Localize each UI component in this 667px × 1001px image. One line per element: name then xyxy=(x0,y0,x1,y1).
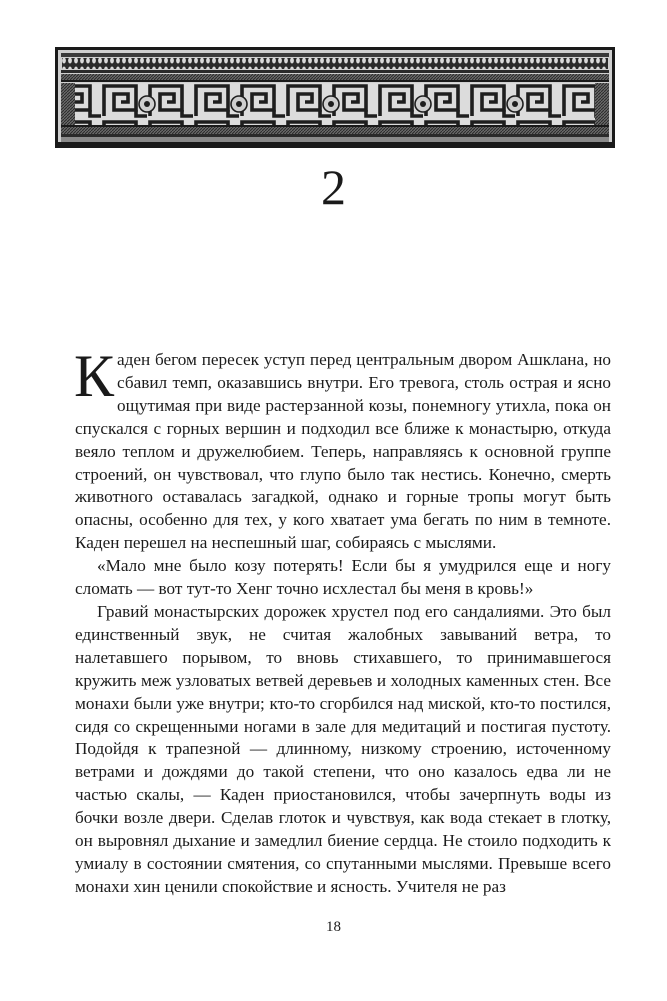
paragraph-3: Гравий монастырских дорожек хрустел под его сандалиями. Это был единственный звук, не считая жалобных завываний ветра, то налетавшего порывом, то вновь стихавшего, то принимавшегося кружить меж узловатых ветвей деревьев и холодных каменных стен. Все монахи были уже внутри; кто-то сгорбился над миской, кто-то постился, сидя со скрещенными ногами в зале для медитаций и постигая пустоту. Подойдя к трапезной — длинному, низкому строению, источенному ветрами и дождями до такой степени, что оно казалось едва ли не частью скалы, — Каден приостановился, чтобы зачерпнуть воды из бочки возле двери. Сделав глоток и чувствуя, как вода стекает в глотку, он выровнял дыхание и замедлил биение сердца. Не стоило подходить к умиалу в состоянии смятения, со спутанными мыслями. Превыше всего монахи хин ценили спокойствие и ясность. Учителя не раз xyxy=(75,601,611,896)
chapter-number: 2 xyxy=(321,159,346,215)
drop-cap-letter: К xyxy=(74,343,115,409)
paragraph-2: «Мало мне было козу потерять! Если бы я умудрился еще и ногу сломать — вот тут-то Хенг точно исхлестал бы меня в кровь!» xyxy=(75,556,611,599)
greek-key-ornament-icon xyxy=(55,47,615,148)
page-number: 18 xyxy=(326,919,341,935)
chapter-body-text xyxy=(74,343,611,899)
paragraph-1 xyxy=(74,343,611,555)
paragraph-1-text: аден бегом пересек уступ перед центральным двором Ашклана, но сбавил темп, оказавшись внутри. Его тревога, столь острая и ясно ощутимая при виде растерзанной козы, понемногу утихла, пока он спускался с горных вершин и подходил все ближе к монастырю, откуда веяло теплом и дружелюбием. Теперь, направляясь к основной группе строений, он чувствовал, что глупо было так нестись. Конечно, смерть животного оставалась загадкой, однако и горные тропы могут быть опасны, особенно для тех, у кого хватает ума бегать по ним в темноте. Каден перешел на неспешный шаг, собираясь с мыслями. xyxy=(75,350,611,553)
